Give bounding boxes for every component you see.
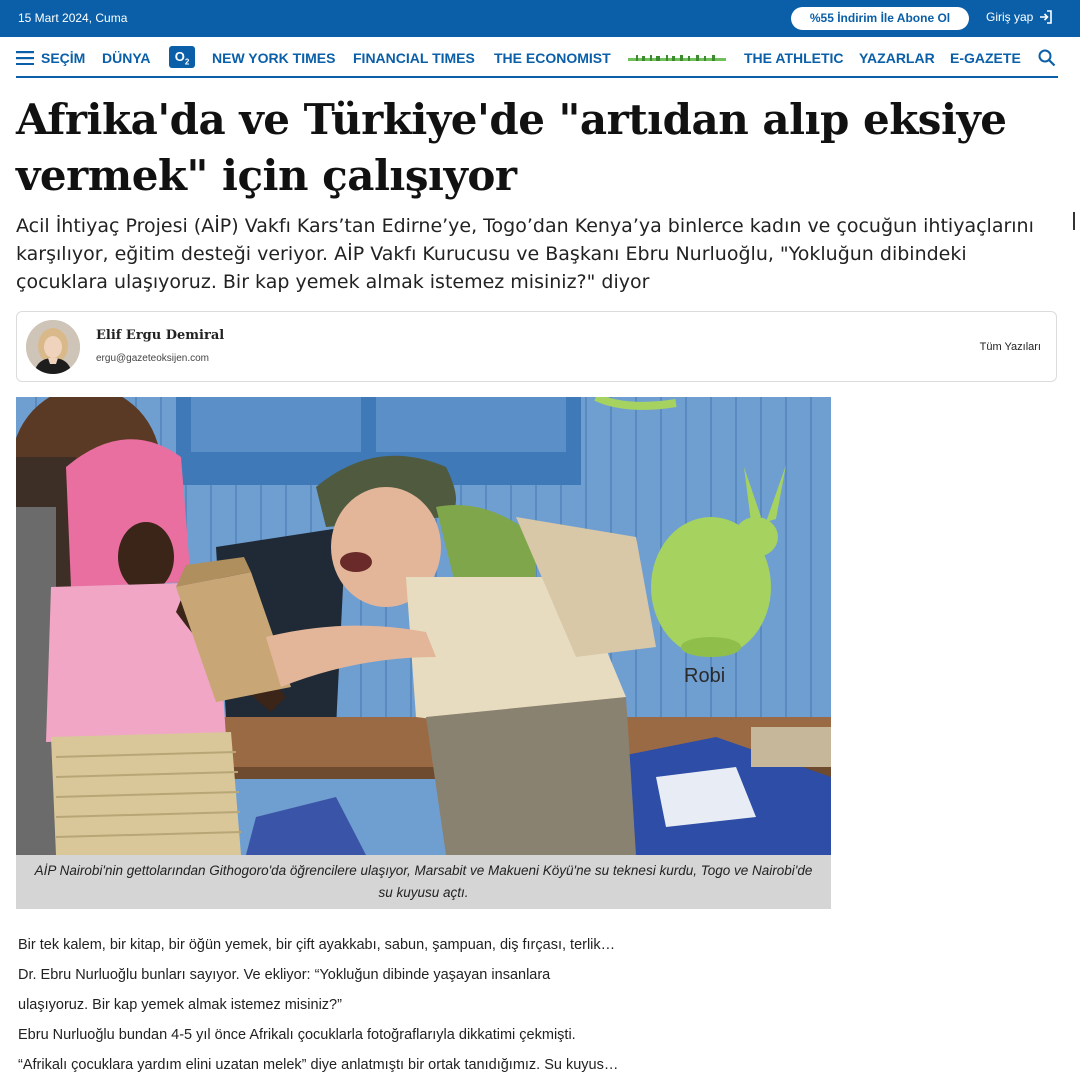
author-name[interactable]: Elif Ergu Demiral bbox=[96, 328, 225, 343]
photo-caption: AİP Nairobi'nin gettolarından Githogoro'da öğrencilere ulaşıyor, Marsabit ve Makueni Köyü'ne su teknesi kurdu, Togo ve Nairobi'de su kuyusu açtı. bbox=[16, 855, 831, 909]
partner-logo-strip[interactable] bbox=[628, 54, 726, 64]
article-body bbox=[18, 930, 1058, 1080]
author-email: ergu@gazeteoksijen.com bbox=[96, 353, 209, 364]
o2-label: O bbox=[174, 49, 185, 64]
all-posts-link[interactable]: Tüm Yazıları bbox=[979, 341, 1041, 353]
subscribe-button[interactable]: %55 İndirim İle Abone Ol bbox=[791, 7, 969, 30]
author-card bbox=[16, 311, 1057, 382]
login-label: Giriş yap bbox=[986, 10, 1034, 24]
body-line: Dr. Ebru Nurluoğlu bunları sayıyor. Ve ekliyor: “Yokluğun dibinde yaşayan insanlara bbox=[18, 967, 551, 983]
article-headline: Afrika'da ve Türkiye'de "artıdan alıp eksiye vermek" için çalışıyor bbox=[16, 95, 1007, 200]
hamburger-menu-icon[interactable] bbox=[16, 51, 34, 65]
main-navigation bbox=[16, 38, 1058, 78]
current-date: 15 Mart 2024, Cuma bbox=[18, 11, 128, 25]
nav-item-the-economist[interactable]: THE ECONOMIST bbox=[494, 50, 611, 66]
o2-logo-link[interactable] bbox=[169, 46, 195, 68]
article-photo bbox=[16, 397, 831, 855]
article-summary: Acil İhtiyaç Projesi (AİP) Vakfı Kars’tan Edirne’ye, Togo’dan Kenya’ya binlerce kadın ve çocuğun ihtiyaçlarını karşılıyor, eğitim desteği veriyor. AİP Vakfı Kurucusu ve Başkanı Ebru Nurluoğlu, "Yokluğun dibindeki çocuklara ulaşıyoruz. Bir kap yemek almak istemez misiniz?" diyor bbox=[16, 215, 1034, 293]
o2-subscript: 2 bbox=[184, 57, 190, 67]
search-icon[interactable] bbox=[1038, 49, 1056, 67]
nav-item-dunya[interactable]: DÜNYA bbox=[102, 50, 151, 66]
nav-item-e-gazete[interactable]: E-GAZETE bbox=[950, 50, 1021, 66]
mural-robi-text: Robi bbox=[684, 665, 726, 687]
login-icon bbox=[1039, 10, 1053, 24]
body-line: Ebru Nurluoğlu bundan 4-5 yıl önce Afrikalı çocuklarla fotoğraflarıyla dikkatimi çekmişti. bbox=[18, 1027, 576, 1043]
body-line: Bir tek kalem, bir kitap, bir öğün yemek, bir çift ayakkabı, sabun, şampuan, diş fırçası, terlik… bbox=[18, 937, 616, 953]
login-button[interactable] bbox=[986, 10, 1053, 24]
nav-item-secim[interactable]: SEÇİM bbox=[41, 50, 86, 66]
text-cursor bbox=[1073, 212, 1075, 230]
author-avatar[interactable] bbox=[26, 320, 80, 374]
body-line: “Afrikalı çocuklara yardım elini uzatan melek” diye anlatmıştı bir ortak tanıdığımız. Su kuyus… bbox=[18, 1057, 619, 1073]
nav-item-the-athletic[interactable]: THE ATHLETIC bbox=[744, 50, 844, 66]
nav-item-new-york-times[interactable]: NEW YORK TIMES bbox=[212, 50, 336, 66]
nav-item-financial-times[interactable]: FINANCIAL TIMES bbox=[353, 50, 475, 66]
top-bar bbox=[0, 0, 1080, 37]
nav-item-yazarlar[interactable]: YAZARLAR bbox=[859, 50, 935, 66]
body-line: ulaşıyoruz. Bir kap yemek almak istemez misiniz?” bbox=[18, 997, 342, 1013]
